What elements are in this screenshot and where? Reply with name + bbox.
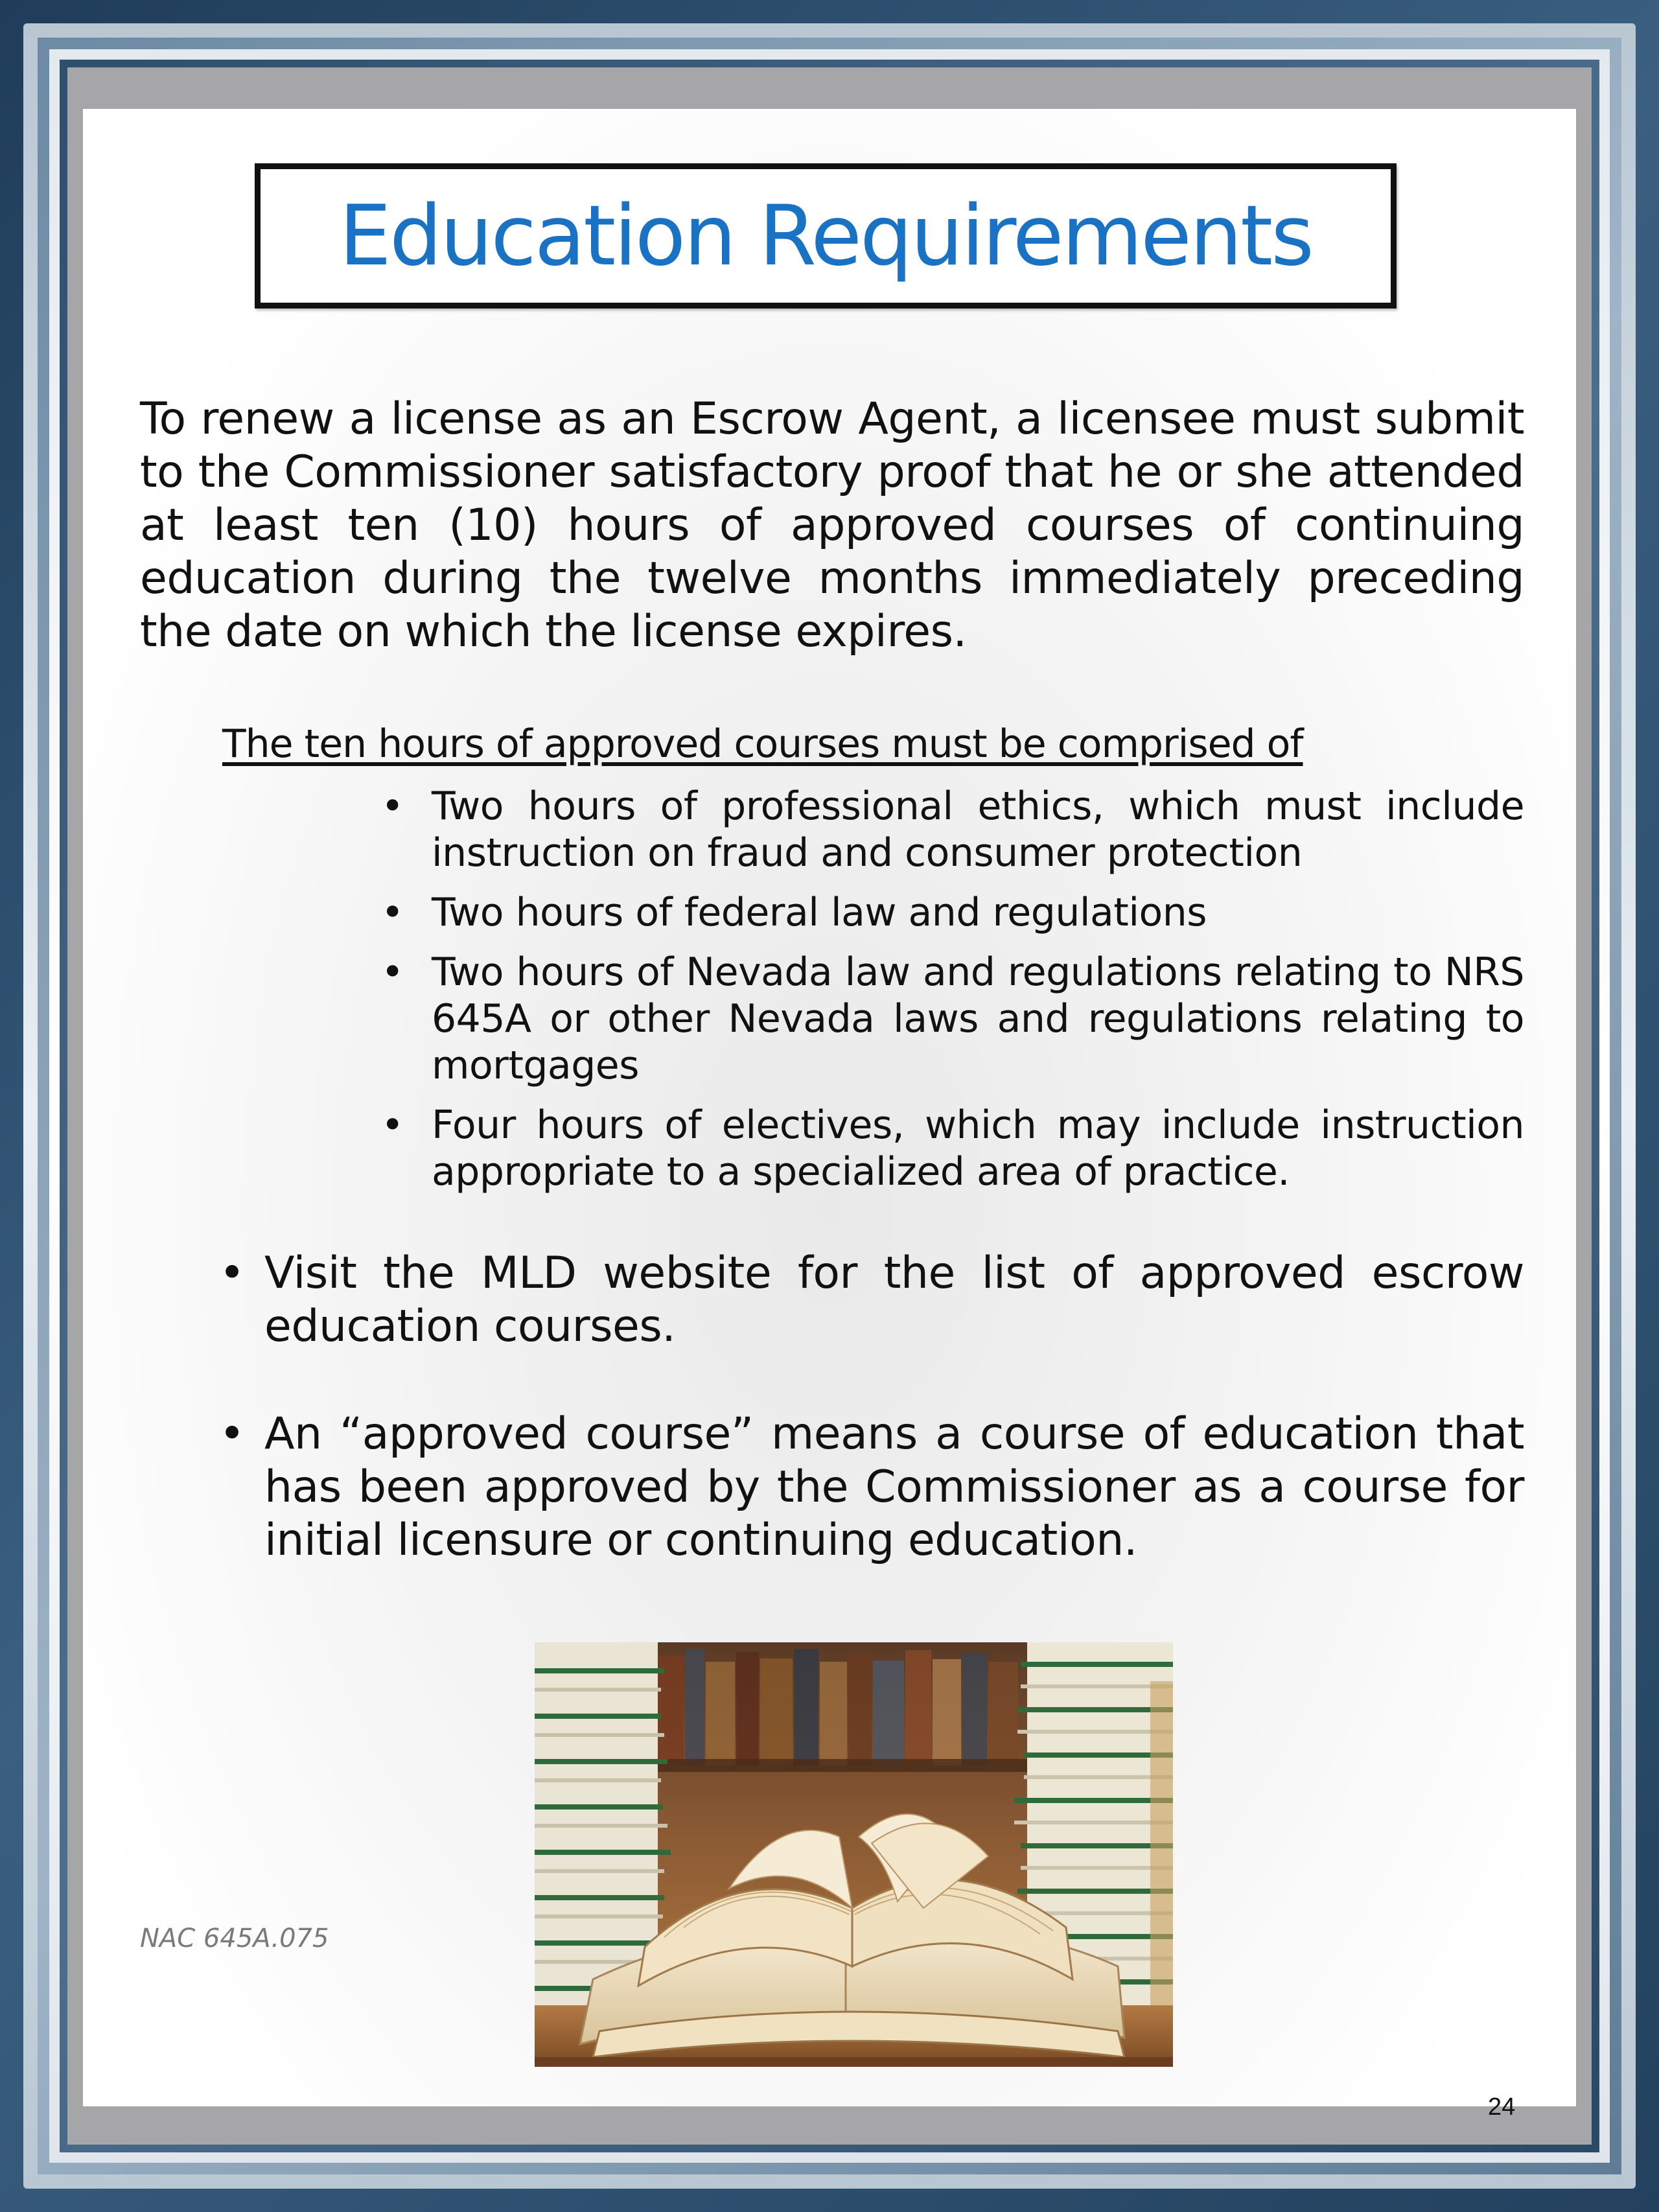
- title-box: [255, 163, 1397, 309]
- open-books-photo: [535, 1642, 1173, 2067]
- list-item: • Four hours of electives, which may include instruction appropriate to a specialized area of practice.: [381, 1102, 1524, 1195]
- slide-page: [83, 109, 1576, 2121]
- notes-list: [219, 1408, 1524, 1567]
- requirements-list: [381, 783, 1524, 1208]
- list-item: • Two hours of Nevada law and regulations relating to NRS 645A or other Nevada laws and regulations relating to mortgages: [381, 949, 1524, 1089]
- page-number: 24: [1488, 2093, 1516, 2121]
- citation: NAC 645A.075: [140, 1924, 329, 1953]
- list-item: • Two hours of federal law and regulations: [381, 889, 1524, 936]
- intro-paragraph: To renew a license as an Escrow Agent, a licensee must submit to the Commissioner satisfactory proof that he or she attended at least ten (10) hours of approved courses of continuing education during the twelve months immediately preceding the date on which the license expires.: [140, 393, 1524, 657]
- list-item: • Two hours of professional ethics, which must include instruction on fraud and consumer protection: [381, 783, 1524, 876]
- requirements-heading: The ten hours of approved courses must be comprised of: [222, 721, 1303, 767]
- list-item: • An “approved course” means a course of education that has been approved by the Commissioner as a course for initial licensure or continuing education.: [219, 1408, 1524, 1567]
- page-title: Education Requirements: [339, 187, 1312, 285]
- notes-list: [219, 1247, 1524, 1353]
- list-item: • Visit the MLD website for the list of approved escrow education courses.: [219, 1247, 1524, 1353]
